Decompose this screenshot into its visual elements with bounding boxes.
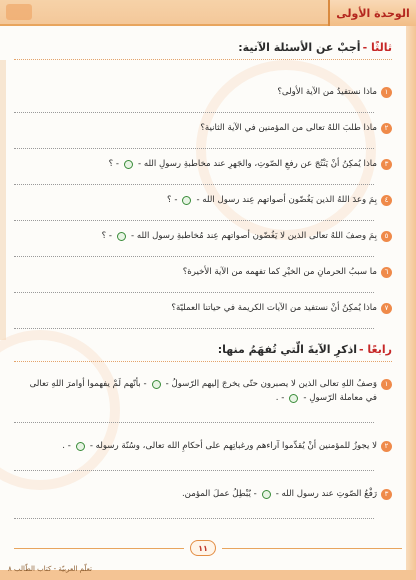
answer-line[interactable] xyxy=(14,148,374,149)
section-divider xyxy=(14,361,392,362)
exercise-text: لا يجوزُ للمؤمنين أنْ يُقدِّموا آراءهم ورغباتِهم على أحكامِ الله تعالى، وسُنّة رسوله - xyxy=(89,441,377,451)
exercise-item xyxy=(14,488,392,519)
answer-line[interactable] xyxy=(14,184,374,185)
exercise-number: ١ xyxy=(381,379,392,390)
question-text: بِمَ وعدَ اللهُ الذين يَغُضّون أصواتهم عِند رسول الله - xyxy=(196,195,377,205)
question-text: ماذا يُمكِنُ أنْ يَنْتُجَ عن رفعِ الصّوتِ، والجَهرِ عند مخاطبةِ رسولِ الله - xyxy=(138,159,377,169)
salutation-icon xyxy=(76,442,85,451)
question-item xyxy=(14,230,392,257)
page-number xyxy=(190,540,216,556)
answer-line[interactable] xyxy=(14,292,374,293)
exercise-text-end: - . xyxy=(275,393,285,403)
corner-decoration xyxy=(6,4,32,20)
question-number: ٢ xyxy=(381,123,392,134)
question-number: ٧ xyxy=(381,303,392,314)
exercise-text: وَصفُ اللهِ تعالى الذين لا يصبرون حتّى يخرجَ إليهم الرّسولُ - xyxy=(165,379,377,389)
question-number: ٦ xyxy=(381,267,392,278)
answer-line[interactable] xyxy=(14,112,374,113)
answer-line[interactable] xyxy=(14,256,374,257)
question-text: ماذا نستفيدُ من الآية الأولى؟ xyxy=(277,87,377,97)
question-text: ماذا يُمكِنُ أنْ نستفيد من الآيات الكريمة في حياتنا العمليّة؟ xyxy=(171,303,377,313)
section-four-heading: اذكرِ الآيةَ الّتي تُفهَمُ منها: xyxy=(217,343,358,356)
question-text-end: - ؟ xyxy=(101,231,113,241)
section-three-number: ثالثًا - xyxy=(362,41,392,54)
salutation-icon xyxy=(124,160,133,169)
left-side-strip xyxy=(0,60,6,340)
exercise-number: ٢ xyxy=(381,441,392,452)
question-item xyxy=(14,122,392,149)
salutation-icon xyxy=(182,196,191,205)
question-number: ٣ xyxy=(381,159,392,170)
question-text: ما سببُ الحرمانِ من الخيْرِ كما تفهمه من الآية الأخيرة؟ xyxy=(182,267,377,277)
exercise-text-end: - . xyxy=(62,441,71,451)
salutation-icon xyxy=(262,490,271,499)
section-three-heading: أجبْ عن الأسئلة الآتية: xyxy=(238,41,361,54)
question-number: ١ xyxy=(381,87,392,98)
exercise-text-end: - يُبْطِلُ عملَ المؤمن. xyxy=(181,489,257,499)
unit-title: الوحدة الأولى xyxy=(336,6,410,20)
exercise-text: رَفْعُ الصّوتِ عند رسول الله - xyxy=(275,489,377,499)
question-item xyxy=(14,302,392,329)
answer-line[interactable] xyxy=(14,220,374,221)
salutation-icon xyxy=(289,394,298,403)
question-item xyxy=(14,266,392,293)
exercise-number: ٣ xyxy=(381,489,392,500)
footer-rule-left xyxy=(14,548,184,549)
question-item xyxy=(14,158,392,185)
section-four xyxy=(14,342,392,362)
question-text-end: - ؟ xyxy=(108,159,119,169)
exercise-item xyxy=(14,440,392,471)
page-number-text: ١١ xyxy=(198,543,208,553)
salutation-icon xyxy=(152,380,161,389)
question-number: ٤ xyxy=(381,195,392,206)
exercise-text-line2: في معاملة الرّسولِ - xyxy=(303,393,377,403)
salutation-icon xyxy=(117,232,126,241)
question-item xyxy=(14,194,392,221)
question-text: ماذا طلبَ اللهُ تعالى من المؤمنين في الآية الثانية؟ xyxy=(200,123,377,133)
exercise-item xyxy=(14,378,392,423)
exercise-text-cont: - بأنّهم لَمْ يفهموا أوامرَ اللهِ تعالى xyxy=(29,379,147,389)
question-item xyxy=(14,86,392,113)
question-text: بِمَ وصفَ اللهُ تعالى الذين لا يَغُضّون أصواتهم عِند مُخاطبةِ رسول الله - xyxy=(131,231,377,241)
footer-rule-right xyxy=(222,548,402,549)
section-three xyxy=(14,40,392,60)
answer-line[interactable] xyxy=(14,470,374,471)
right-side-strip xyxy=(406,26,416,570)
section-four-number: رابعًا - xyxy=(359,343,392,356)
answer-line[interactable] xyxy=(14,422,374,423)
question-number: ٥ xyxy=(381,231,392,242)
question-text-end: - ؟ xyxy=(167,195,178,205)
answer-line[interactable] xyxy=(14,518,374,519)
section-four-title xyxy=(14,342,392,358)
answer-line[interactable] xyxy=(14,328,374,329)
section-three-title xyxy=(14,40,392,56)
book-title: تعلّم العربيّة - كتاب الطّالب ٨ xyxy=(8,565,92,573)
unit-title-tab xyxy=(328,0,416,26)
section-divider xyxy=(14,59,392,60)
